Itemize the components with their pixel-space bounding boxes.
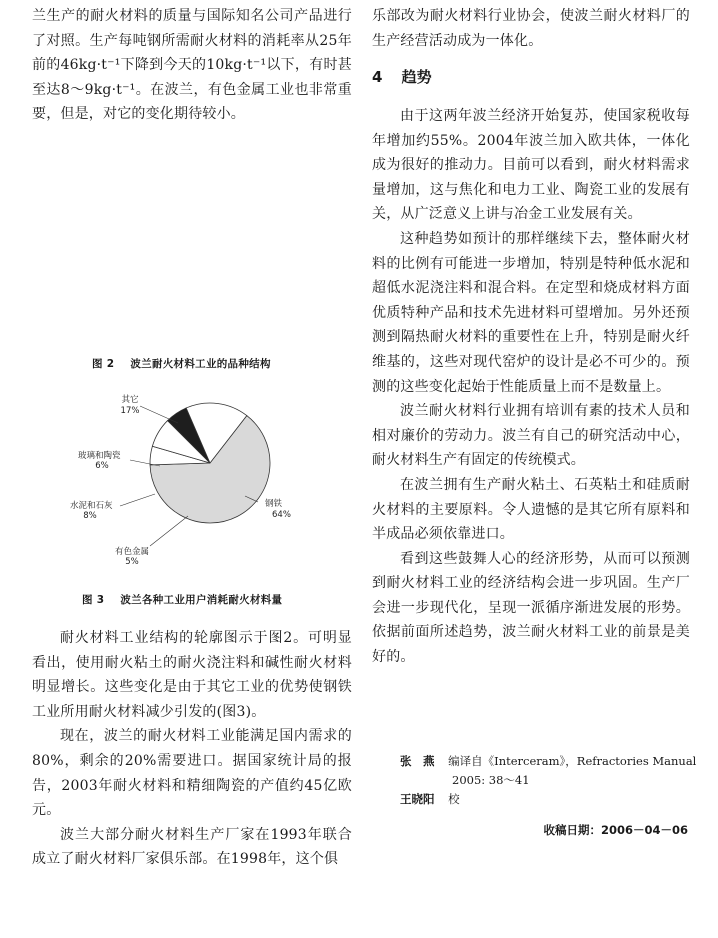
section-title: 趋势 <box>401 68 432 86</box>
source-line-2: 2005: 38～41 <box>452 773 530 787</box>
left-paragraph-3: 现在，波兰的耐火材料工业能满足国内需求的80%，剩余的20%需要进口。据国家统计局的报告，2003年耐火材料和精细陶瓷的产值约45亿欧元。 <box>32 728 352 819</box>
left-paragraph-4: 波兰大部分耐火材料生产厂家在1993年联合成立了耐火材料厂家俱乐部。在1998年，这个俱 <box>32 826 352 868</box>
figure2-title: 波兰耐火材料工业的品种结构 <box>130 358 271 370</box>
received-date: 收稿日期：2006－04－06 <box>543 823 688 837</box>
translator-name: 张 燕 <box>400 754 435 768</box>
pie-slice-name-label-5: 其它 <box>121 395 139 405</box>
right-paragraph-1: 由于这两年波兰经济开始复苏，使国家税收每年增加约55%。2004年波兰加入欧共体，一体化成为很好的推动力。目前可以看到，耐火材料需求量增加，这与焦化和电力工业、陶瓷工业的发展有关，从广泛意义上讲与冶金工业发展有关。 <box>372 108 690 223</box>
pie-slice-percent-label-3: 8% <box>83 511 97 521</box>
left-paragraph-2: 耐火材料工业结构的轮廓图示于图2。可明显看出，使用耐火粘土的耐火浇注料和碱性耐火材料明显增长。这些变化是由于其它工业的优势使钢铁工业所用耐火材料减少引发的(图3)。 <box>32 630 352 720</box>
left-column-lower <box>32 626 352 872</box>
figure2-caption <box>92 356 271 371</box>
pie-slice-name-label-3: 水泥和石灰 <box>70 501 113 511</box>
proof-word: 校 <box>448 792 460 806</box>
left-paragraph-1: 兰生产的耐火材料的质量与国际知名公司产品进行了对照。生产每吨钢所需耐火材料的消耗率从25年前的46kg·t⁻¹下降到今天的10kg·t⁻¹以下，有时甚至达8～9kg·t⁻¹。在波兰，有色金属工业也非常重要，但是，对它的变化期待较小。 <box>32 8 352 123</box>
figure3-caption <box>82 592 282 607</box>
proofreader-name: 王晓阳 <box>400 792 435 806</box>
right-column-body <box>372 104 690 670</box>
right-paragraph-4: 在波兰拥有生产耐火粘土、石英粘土和硅质耐火材料的主要原料。令人遗憾的是其它所有原料和半成品必须依靠进口。 <box>372 476 690 543</box>
translation-credit <box>400 752 700 809</box>
figure2-label: 图 2 <box>92 358 115 370</box>
pie-slice-percent-label-2: 5% <box>125 557 139 567</box>
right-paragraph-2: 这种趋势如预计的那样继续下去，整体耐火材料的比例有可能进一步增加，特别是特种低水泥和超低水泥浇注料和混合料。在定型和烧成材料方面优质特种产品和技术先进材料可望增加。另外还预测到隔热耐火材料的重要性在上升，特别是耐火纤维基的，这些对现代窑炉的设计是必不可少的。预测的这些变化起始于性能质量上而不是数量上。 <box>372 230 690 395</box>
section-number: 4 <box>372 68 383 86</box>
pie-leader-line-5 <box>140 406 178 423</box>
right-paragraph-0: 乐部改为耐火材料行业协会，使波兰耐火材料厂的生产经营活动成为一体化。 <box>372 8 690 49</box>
pie-leader-line-2 <box>150 516 188 546</box>
section-heading <box>372 66 690 87</box>
pie-slice-percent-label-5: 17% <box>120 406 140 416</box>
figure3-label: 图 3 <box>82 594 105 606</box>
right-paragraph-5: 看到这些鼓舞人心的经济形势，从而可以预测到耐火材料工业的经济结构会进一步巩固。生产厂会进一步现代化，呈现一派循序渐进发展的形势。依据前面所述趋势，波兰耐火材料工业的前景是美好的。 <box>372 550 690 666</box>
pie-slice-percent-label-1: 64% <box>272 510 291 520</box>
pie-slice-name-label-2: 有色金属 <box>114 547 150 557</box>
pie-leader-line-3 <box>120 494 155 506</box>
refractory-consumption-pie-chart <box>60 378 320 578</box>
source-line-1: 编译自《Interceram》，Refractories Manual <box>448 754 697 768</box>
right-column-top <box>372 4 690 53</box>
figure3-title: 波兰各种工业用户消耗耐火材料量 <box>120 594 283 606</box>
right-paragraph-3: 波兰耐火材料行业拥有培训有素的技术人员和相对廉价的劳动力。波兰有自己的研究活动中心，耐火材料生产有固定的传统模式。 <box>372 403 690 469</box>
pie-slice-name-label-4: 玻璃和陶瓷 <box>78 451 121 461</box>
pie-slice-name-label-1: 钢铁 <box>265 499 283 509</box>
pie-slice-percent-label-4: 6% <box>95 461 109 471</box>
